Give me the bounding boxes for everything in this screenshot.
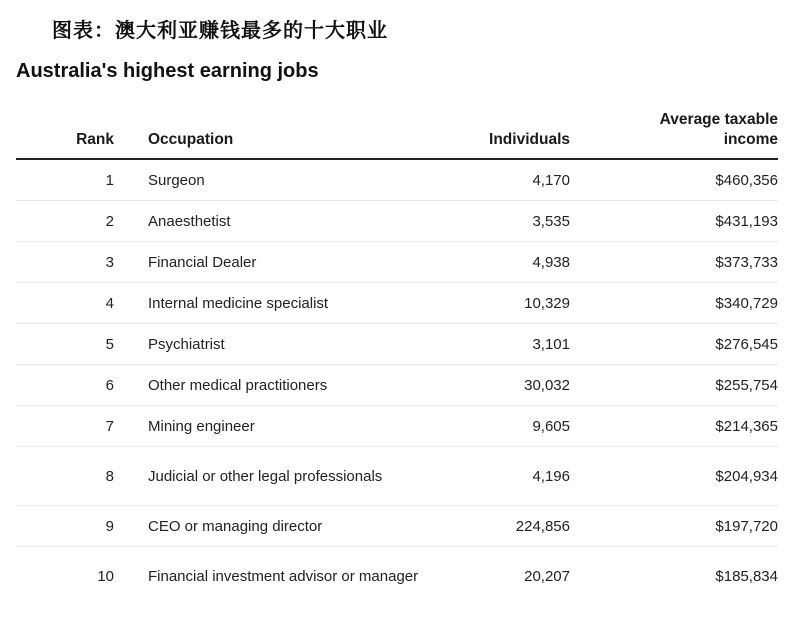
table-row xyxy=(16,201,778,242)
occupation-cell: Mining engineer xyxy=(148,406,420,447)
table-row xyxy=(16,283,778,324)
occupation-cell: Psychiatrist xyxy=(148,324,420,365)
rank-cell: 2 xyxy=(16,201,148,242)
occupation-cell: Anaesthetist xyxy=(148,201,420,242)
image-caption: 图表：澳大利亚赚钱最多的十大职业 xyxy=(52,18,388,42)
individuals-cell: 3,535 xyxy=(420,201,570,242)
table-row xyxy=(16,365,778,406)
rank-cell: 6 xyxy=(16,365,148,406)
occupation-cell: Financial investment advisor or manager xyxy=(148,567,419,585)
income-cell: $373,733 xyxy=(570,242,778,283)
earnings-table xyxy=(16,110,778,605)
rank-cell: 1 xyxy=(16,159,148,201)
header-row xyxy=(16,110,778,159)
header-individuals: Individuals xyxy=(420,110,570,159)
occupation-cell: CEO or managing director xyxy=(148,506,420,547)
individuals-cell: 9,605 xyxy=(420,406,570,447)
header-occupation: Occupation xyxy=(148,110,420,159)
income-cell: $204,934 xyxy=(570,447,778,506)
rank-cell: 9 xyxy=(16,506,148,547)
individuals-cell: 3,101 xyxy=(420,324,570,365)
rank-cell: 4 xyxy=(16,283,148,324)
individuals-cell: 4,938 xyxy=(420,242,570,283)
table-row xyxy=(16,406,778,447)
income-cell: $255,754 xyxy=(570,365,778,406)
occupation-cell: Financial Dealer xyxy=(148,242,420,283)
income-cell: $214,365 xyxy=(570,406,778,447)
occupation-cell: Surgeon xyxy=(148,159,420,201)
occupation-cell: Internal medicine specialist xyxy=(148,283,420,324)
rank-cell: 3 xyxy=(16,242,148,283)
income-cell: $460,356 xyxy=(570,159,778,201)
individuals-cell: 10,329 xyxy=(420,283,570,324)
income-cell: $197,720 xyxy=(570,506,778,547)
individuals-cell: 224,856 xyxy=(420,506,570,547)
rank-cell: 10 xyxy=(97,567,114,585)
table-title: Australia's highest earning jobs xyxy=(16,60,319,82)
income-cell: $340,729 xyxy=(570,283,778,324)
table-row xyxy=(16,447,778,506)
individuals-cell: 4,196 xyxy=(420,447,570,506)
table-row xyxy=(16,159,778,201)
occupation-cell: Other medical practitioners xyxy=(148,365,420,406)
rank-cell: 7 xyxy=(16,406,148,447)
table-row xyxy=(16,324,778,365)
header-income: Average taxable income xyxy=(570,110,778,159)
occupation-cell: Judicial or other legal professionals xyxy=(148,447,420,506)
income-cell: $431,193 xyxy=(570,201,778,242)
header-rank: Rank xyxy=(16,110,148,159)
table-row xyxy=(16,547,778,606)
income-cell: $185,834 xyxy=(715,567,778,585)
table-row xyxy=(16,506,778,547)
table-row xyxy=(16,242,778,283)
individuals-cell: 20,207 xyxy=(524,567,570,585)
table-body xyxy=(16,159,778,605)
rank-cell: 5 xyxy=(16,324,148,365)
individuals-cell: 4,170 xyxy=(420,159,570,201)
rank-cell: 8 xyxy=(16,447,148,506)
income-cell: $276,545 xyxy=(570,324,778,365)
individuals-cell: 30,032 xyxy=(420,365,570,406)
